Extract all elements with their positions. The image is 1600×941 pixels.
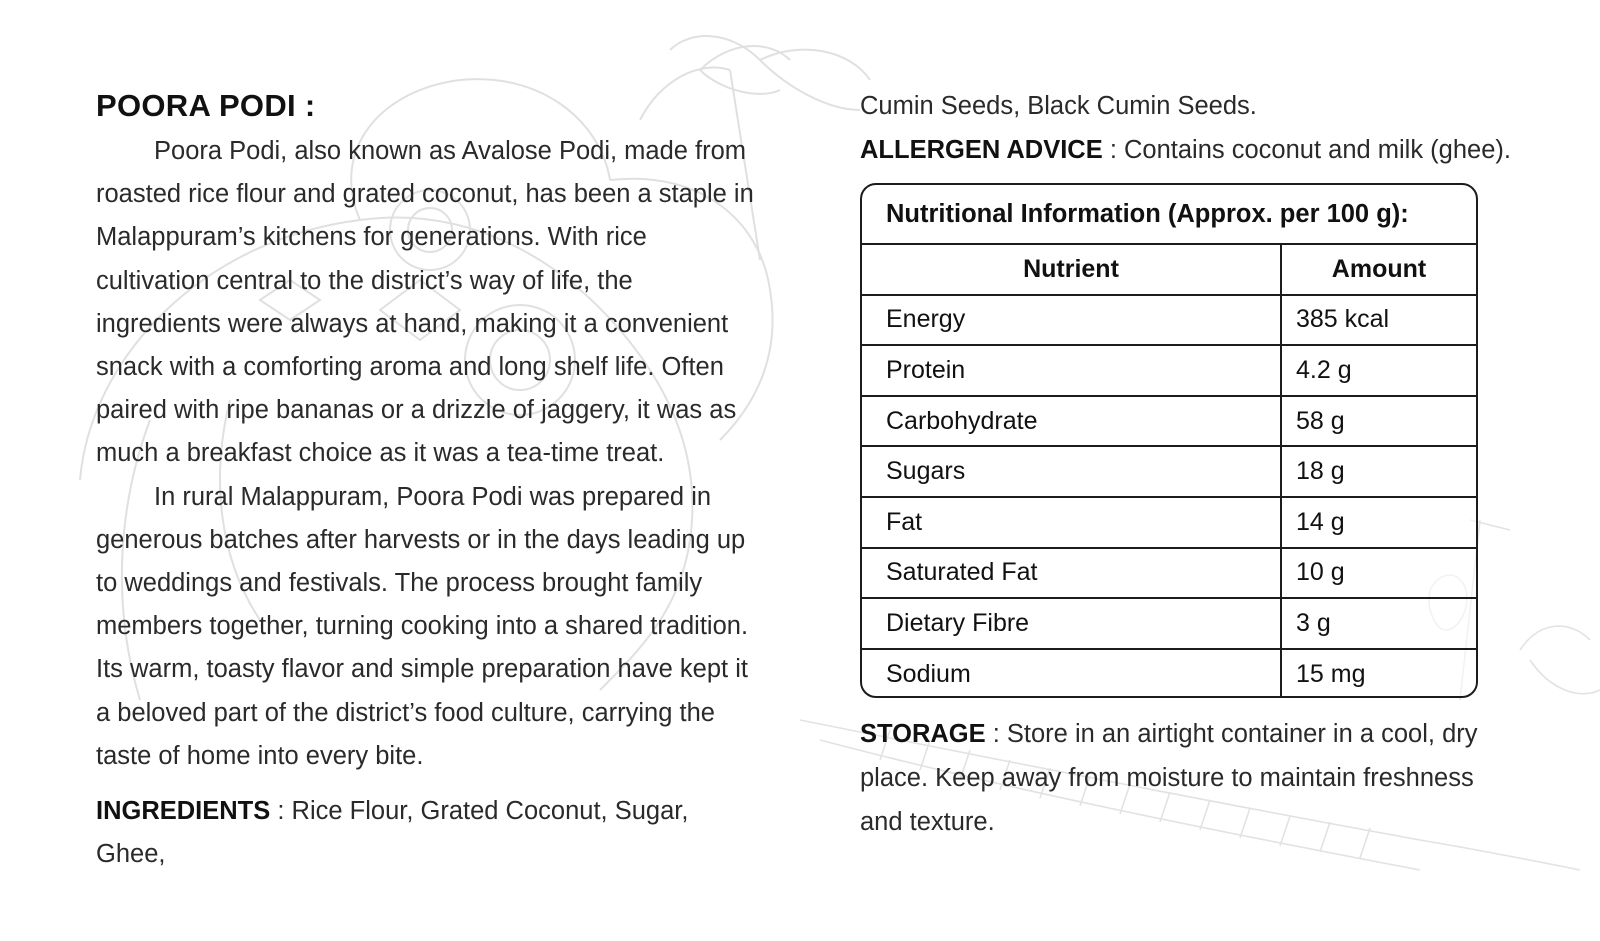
table-row — [862, 345, 1476, 396]
ingredients-text: Rice Flour, Grated Coconut, Sugar, Ghee, — [96, 797, 689, 869]
nutrient-name: Fat — [862, 497, 1281, 548]
nutrient-amount: 3 g — [1281, 598, 1476, 649]
storage-info — [860, 712, 1510, 844]
nutrient-amount: 15 mg — [1296, 659, 1366, 688]
nutrient-name: Energy — [862, 295, 1281, 346]
storage-separator: : — [985, 720, 1007, 748]
allergen-label: ALLERGEN ADVICE — [860, 136, 1103, 164]
allergen-advice — [860, 128, 1520, 172]
nutrient-amount: 14 g — [1281, 497, 1476, 548]
details-column — [860, 84, 1520, 172]
nutrient-amount: 4.2 g — [1281, 345, 1476, 396]
table-row — [862, 598, 1476, 649]
nutrient-amount: 10 g — [1281, 548, 1476, 599]
table-row — [862, 295, 1476, 346]
nutrient-name: Dietary Fibre — [862, 598, 1281, 649]
nutrient-name: Sugars — [862, 446, 1281, 497]
table-row — [862, 497, 1476, 548]
table-row — [862, 446, 1476, 497]
nutrition-table — [862, 245, 1476, 698]
nutrient-amount: 58 g — [1281, 396, 1476, 447]
table-row — [862, 649, 1476, 698]
nutrient-amount: 18 g — [1281, 446, 1476, 497]
ingredients-label: INGREDIENTS — [96, 797, 271, 826]
allergen-text: Contains coconut and milk (ghee). — [1124, 136, 1511, 164]
nutrition-info-box — [860, 183, 1478, 698]
description-paragraph-1: Poora Podi, also known as Avalose Podi, made from roasted rice flour and grated coconut, has been a staple in Malappuram’s kitchens for generations. With rice cultivation central to the district’s way of life, the ingredients were always at hand, making it a convenient snack with a comforting aroma and long shelf life. Often paired with ripe bananas or a drizzle of jaggery, it was as much a breakfast choice as it was a tea-time treat. — [96, 137, 754, 468]
nutrient-amount: 385 kcal — [1281, 295, 1476, 346]
ingredients-continuation: Cumin Seeds, Black Cumin Seeds. — [860, 92, 1257, 120]
nutrition-header-row — [862, 245, 1476, 295]
nutrition-title: Nutritional Information (Approx. per 100 g): — [862, 185, 1476, 245]
description-paragraph-2: In rural Malappuram, Poora Podi was prepared in generous batches after harvests or in the days leading up to weddings and festivals. The process brought family members together, turning cooking into a shared tradition. Its warm, toasty flavor and simple preparation have kept it a beloved part of the district’s food culture, carrying the taste of home into every bite. — [96, 482, 749, 770]
product-title: POORA PODI : — [96, 88, 316, 123]
ingredients-line — [96, 790, 756, 876]
nutrient-name: Saturated Fat — [862, 548, 1281, 599]
header-amount: Amount — [1281, 245, 1476, 295]
table-row — [862, 548, 1476, 599]
nutrient-name: Carbohydrate — [862, 396, 1281, 447]
description-column — [96, 88, 756, 876]
storage-label: STORAGE — [860, 720, 986, 748]
ingredients-separator: : — [270, 797, 292, 826]
storage-text: Store in an airtight container in a cool, dry place. Keep away from moisture to maintain freshness and texture. — [860, 720, 1478, 836]
nutrient-name: Protein — [862, 345, 1281, 396]
table-row — [862, 396, 1476, 447]
nutrient-name: Sodium — [862, 649, 1281, 698]
allergen-separator: : — [1102, 136, 1125, 164]
header-nutrient: Nutrient — [862, 245, 1281, 295]
